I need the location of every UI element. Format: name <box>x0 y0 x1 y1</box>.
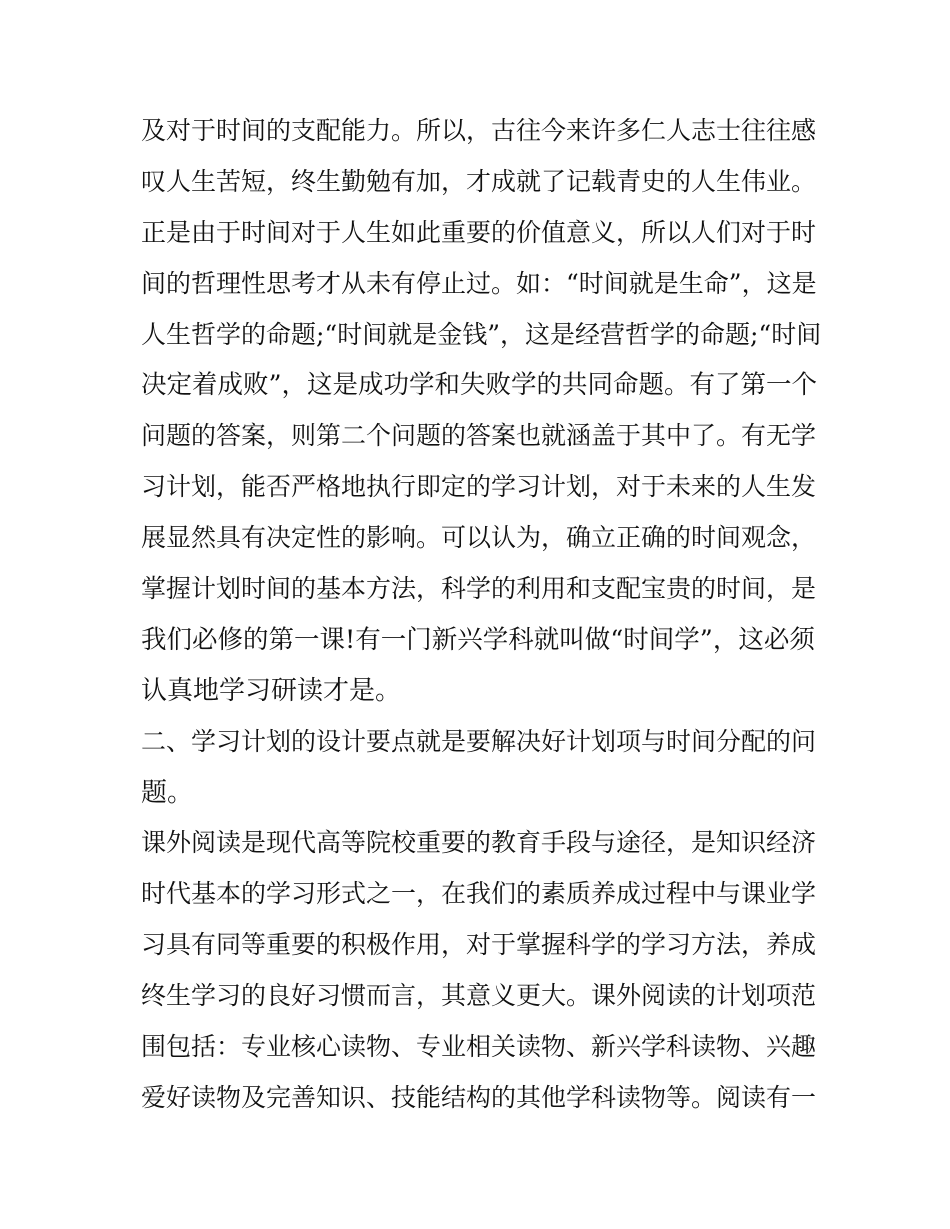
text-line: 问题的答案，则第二个问题的答案也就涵盖于其中了。有无学 <box>141 421 817 451</box>
text-line: 我们必修的第一课!有一门新兴学科就叫做“时间学”，这必须 <box>141 624 815 655</box>
text-line: 及对于时间的支配能力。所以，古往今来许多仁人志士往往感 <box>141 116 817 145</box>
text-line: 围包括：专业核心读物、专业相关读物、新兴学科读物、兴趣 <box>141 1032 817 1062</box>
text-line: 人生哲学的命题;“时间就是金钱”，这是经营哲学的命题;“时间 <box>141 319 822 349</box>
text-line: 爱好读物及完善知识、技能结构的其他学科读物等。阅读有一 <box>141 1082 817 1112</box>
section-heading-line: 二、学习计划的设计要点就是要解决好计划项与时间分配的问 <box>141 726 817 756</box>
text-line: 叹人生苦短，终生勤勉有加，才成就了记载青史的人生伟业。 <box>141 166 817 196</box>
text-line: 间的哲理性思考才从未有停止过。如：“时间就是生命”，这是 <box>141 268 817 298</box>
text-line: 掌握计划时间的基本方法，科学的利用和支配宝贵的时间，是 <box>141 574 817 604</box>
text-line: 认真地学习研读才是。 <box>141 675 402 706</box>
text-line: 课外阅读是现代高等院校重要的教育手段与途径，是知识经济 <box>141 828 817 858</box>
text-line: 时代基本的学习形式之一，在我们的素质养成过程中与课业学 <box>141 879 817 909</box>
text-line: 决定着成败”，这是成功学和失败学的共同命题。有了第一个 <box>141 370 818 401</box>
body-text <box>141 106 821 1124</box>
text-line: 终生学习的良好习惯而言，其意义更大。课外阅读的计划项范 <box>141 981 817 1011</box>
section-heading-line: 题。 <box>141 777 194 808</box>
text-line: 展显然具有决定性的影响。可以认为，确立正确的时间观念， <box>141 523 817 553</box>
text-line: 正是由于时间对于人生如此重要的价值意义，所以人们对于时 <box>141 217 817 247</box>
text-line: 习具有同等重要的积极作用，对于掌握科学的学习方法，养成 <box>141 930 817 960</box>
text-line: 习计划，能否严格地执行即定的学习计划，对于未来的人生发 <box>141 472 817 502</box>
